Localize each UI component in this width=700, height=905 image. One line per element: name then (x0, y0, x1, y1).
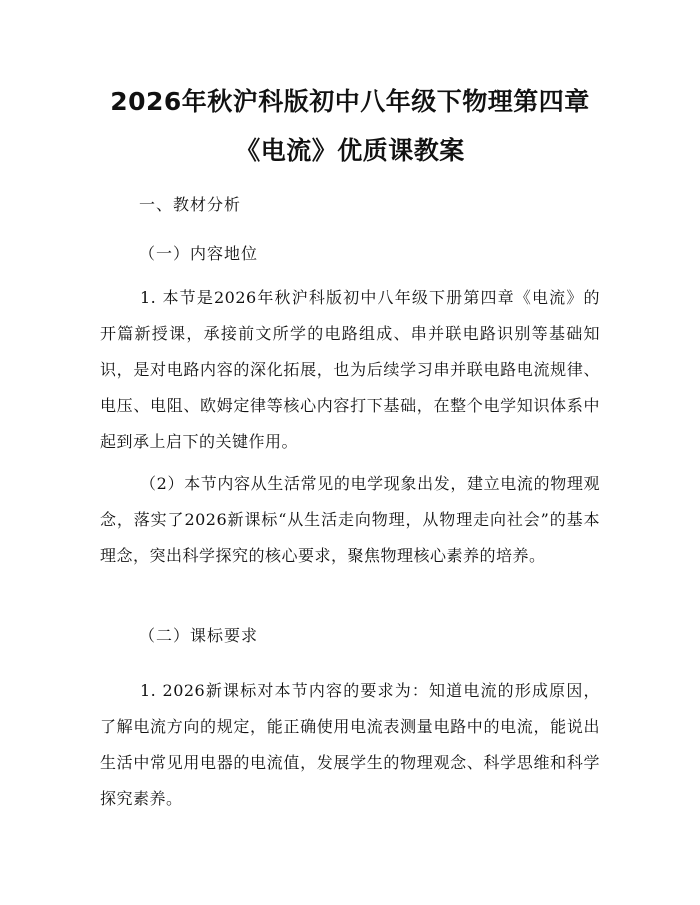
section-heading-textbook-analysis: 一、教材分析 (139, 195, 242, 214)
document-title-line2: 《电流》优质课教案 (235, 136, 465, 165)
paragraph-content-position-2: （2）本节内容从生活常见的电学现象出发，建立电流的物理观念，落实了2026新课标“从生活走向物理，从物理走向社会”的基本理念，突出科学探究的核心要求，聚焦物理核心素养的培养。 (100, 474, 600, 565)
subsection-heading-content-position: （一）内容地位 (139, 244, 259, 263)
document-title-line1: 2026年秋沪科版初中八年级下物理第四章 (110, 87, 590, 116)
paragraph-curriculum-requirements-1: 1. 2026新课标对本节内容的要求为：知道电流的形成原因，了解电流方向的规定，能正确使用电流表测量电路中的电流，能说出生活中常见用电器的电流值，发展学生的物理观念、科学思维和科学探究素养。 (100, 681, 600, 808)
paragraph-content-position-1: 1. 本节是2026年秋沪科版初中八年级下册第四章《电流》的开篇新授课，承接前文所学的电路组成、串并联电路识别等基础知识，是对电路内容的深化拓展，也为后续学习串并联电路电流规律、电压、电阻、欧姆定律等核心内容打下基础，在整个电学知识体系中起到承上启下的关键作用。 (100, 288, 600, 451)
subsection-heading-curriculum-requirements: （二）课标要求 (139, 626, 259, 645)
